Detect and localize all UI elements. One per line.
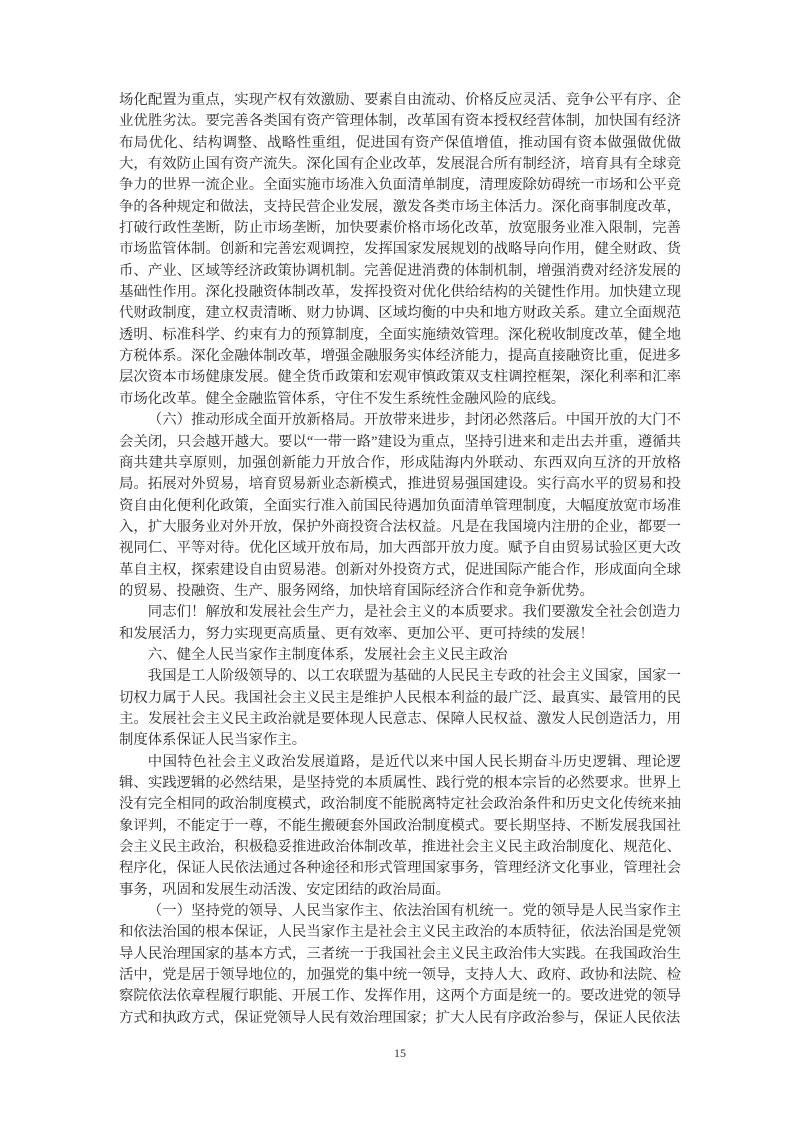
paragraph-socialist-state-nature: 我国是工人阶级领导的、以工农联盟为基础的人民民主专政的社会主义国家，国家一切权力属于人民。我国社会主义民主是维护人民根本利益的最广泛、最真实、最管用的民主。发展社会主义民主政治就是要体现人民意志、保障人民权益、激发人民创造活力，用制度体系保证人民当家作主。 <box>119 668 681 749</box>
paragraph-political-development-path: 中国特色社会主义政治发展道路，是近代以来中国人民长期奋斗历史逻辑、理论逻辑、实践逻辑的必然结果，是坚持党的本质属性、践行党的根本宗旨的必然要求。世界上没有完全相同的政治制度模式，政治制度不能脱离特定社会政治条件和历史文化传统来抽象评判，不能定于一尊，不能生搬硬套外国政治制度模式。要长期坚持、不断发展我国社会主义民主政治，积极稳妥推进政治体制改革，推进社会主义民主政治制度化、规范化、程序化，保证人民依法通过各种途径和形式管理国家事务，管理经济文化事业，管理社会事务，巩固和发展生动活泼、安定团结的政治局面。 <box>119 753 681 898</box>
paragraph-item-1-party-leadership: （一）坚持党的领导、人民当家作主、依法治国有机统一。党的领导是人民当家作主和依法治国的根本保证，人民当家作主是社会主义民主政治的本质特征，依法治国是党领导人民治理国家的基本方式，三者统一于我国社会主义民主政治伟大实践。在我国政治生活中，党是居于领导地位的，加强党的集中统一领导，支持人大、政府、政协和法院、检察院依法依章程履行职能、开展工作、发挥作用，这两个方面是统一的。要改进党的领导方式和执政方式，保证党领导人民有效治理国家；扩大人民有序政治参与，保证人民依法 <box>119 903 681 1026</box>
page-number: 15 <box>394 1046 406 1060</box>
paragraph-comrades-exhortation: 同志们！解放和发展社会生产力，是社会主义的本质要求。我们要激发全社会创造力和发展活力，努力实现更高质量、更有效率、更加公平、更可持续的发展！ <box>119 604 681 642</box>
section-heading-6-democracy: 六、健全人民当家作主制度体系，发展社会主义民主政治 <box>147 646 508 663</box>
document-body <box>119 90 681 1029</box>
paragraph-section-6-opening-up: （六）推动形成全面开放新格局。开放带来进步，封闭必然落后。中国开放的大门不会关闭，只会越开越大。要以“一带一路”建设为重点，坚持引进来和走出去并重，遵循共商共建共享原则，加强创新能力开放合作，形成陆海内外联动、东西双向互济的开放格局。拓展对外贸易，培育贸易新业态新模式，推进贸易强国建设。实行高水平的贸易和投资自由化便利化政策，全面实行准入前国民待遇加负面清单管理制度，大幅度放宽市场准入，扩大服务业对外开放，保护外商投资合法权益。凡是在我国境内注册的企业，都要一视同仁、平等对待。优化区域开放布局，加大西部开放力度。赋予自由贸易试验区更大改革自主权，探索建设自由贸易港。创新对外投资方式，促进国际产能合作，形成面向全球的贸易、投融资、生产、服务网络，加快培育国际经济合作和竞争新优势。 <box>119 412 681 599</box>
paragraph-continuation-economic-reform: 场化配置为重点，实现产权有效激励、要素自由流动、价格反应灵活、竞争公平有序、企业优胜劣汰。要完善各类国有资产管理体制，改革国有资本授权经营体制，加快国有经济布局优化、结构调整、战略性重组，促进国有资产保值增值，推动国有资本做强做优做大，有效防止国有资产流失。深化国有企业改革，发展混合所有制经济，培育具有全球竞争力的世界一流企业。全面实施市场准入负面清单制度，清理废除妨碍统一市场和公平竞争的各种规定和做法，支持民营企业发展，激发各类市场主体活力。深化商事制度改革，打破行政性垄断，防止市场垄断，加快要素价格市场化改革，放宽服务业准入限制，完善市场监管体制。创新和完善宏观调控，发挥国家发展规划的战略导向作用，健全财政、货币、产业、区域等经济政策协调机制。完善促进消费的体制机制，增强消费对经济发展的基础性作用。深化投融资体制改革，发挥投资对优化供给结构的关键性作用。加快建立现代财政制度，建立权责清晰、财力协调、区域均衡的中央和地方财政关系。建立全面规范透明、标准科学、约束有力的预算制度，全面实施绩效管理。深化税收制度改革，健全地方税体系。深化金融体制改革，增强金融服务实体经济能力，提高直接融资比重，促进多层次资本市场健康发展。健全货币政策和宏观审慎政策双支柱调控框架，深化利率和汇率市场化改革。健全金融监管体系，守住不发生系统性金融风险的底线。 <box>119 92 681 407</box>
